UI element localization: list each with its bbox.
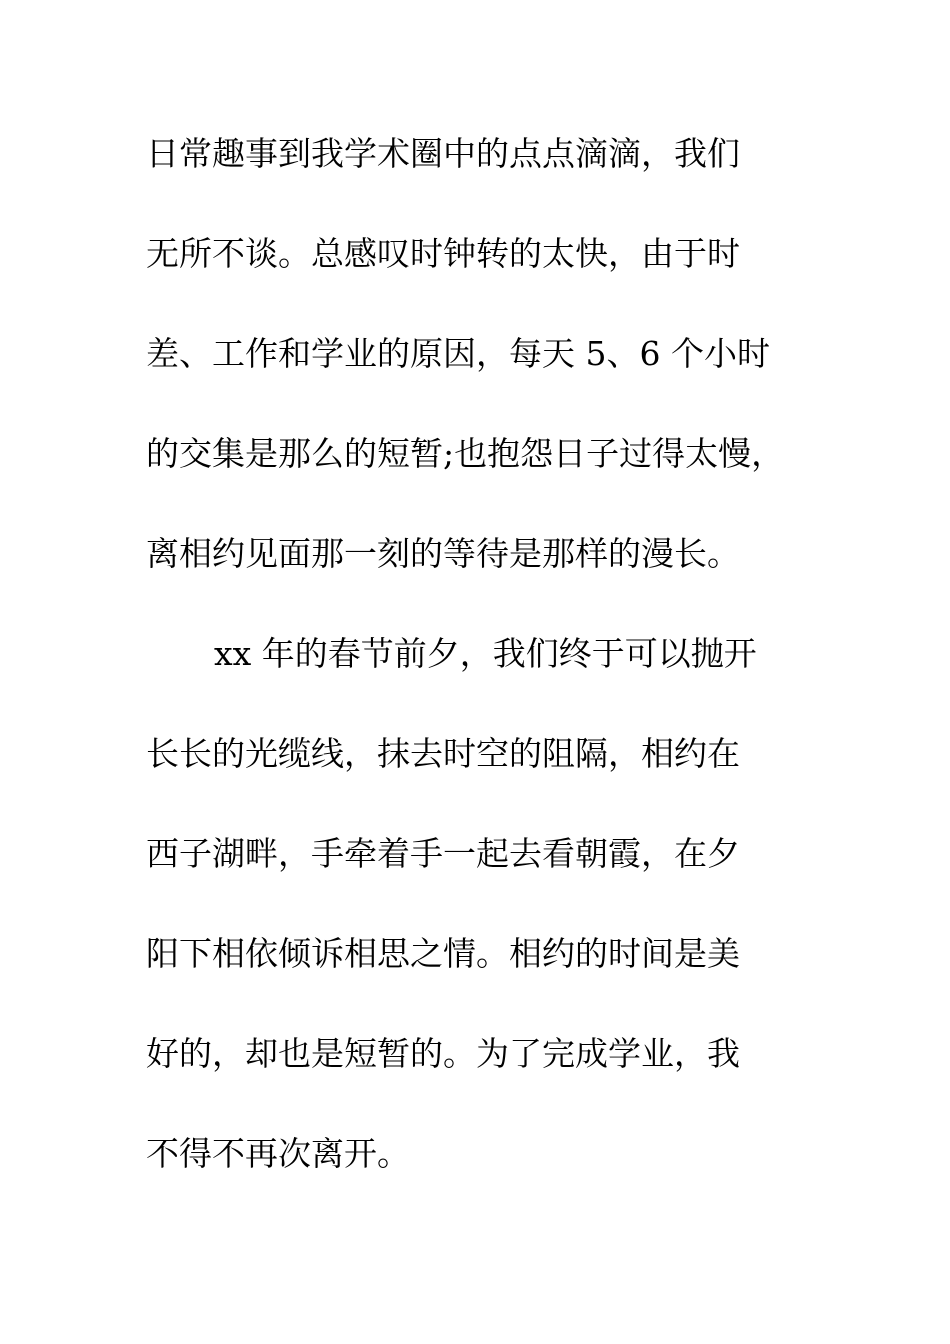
paragraph-line-8: 西子湖畔，手牵着手一起去看朝霞，在夕 (146, 834, 740, 873)
paragraph-line-5: 离相约见面那一刻的等待是那样的漫长。 (146, 534, 740, 573)
paragraph-line-9: 阳下相依倾诉相思之情。相约的时间是美 (146, 934, 740, 973)
paragraph-line-6: xx 年的春节前夕，我们终于可以抛开 (214, 634, 757, 673)
paragraph-line-10: 好的，却也是短暂的。为了完成学业，我 (146, 1034, 740, 1073)
paragraph-line-4: 的交集是那么的短暂;也抱怨日子过得太慢， (146, 434, 785, 473)
paragraph-line-1: 日常趣事到我学术圈中的点点滴滴，我们 (146, 134, 740, 173)
paragraph-line-2: 无所不谈。总感叹时钟转的太快，由于时 (146, 234, 740, 273)
paragraph-line-7: 长长的光缆线，抹去时空的阻隔，相约在 (146, 734, 740, 773)
paragraph-line-3: 差、工作和学业的原因，每天 5、6 个小时 (146, 334, 770, 373)
paragraph-line-11: 不得不再次离开。 (146, 1134, 410, 1173)
